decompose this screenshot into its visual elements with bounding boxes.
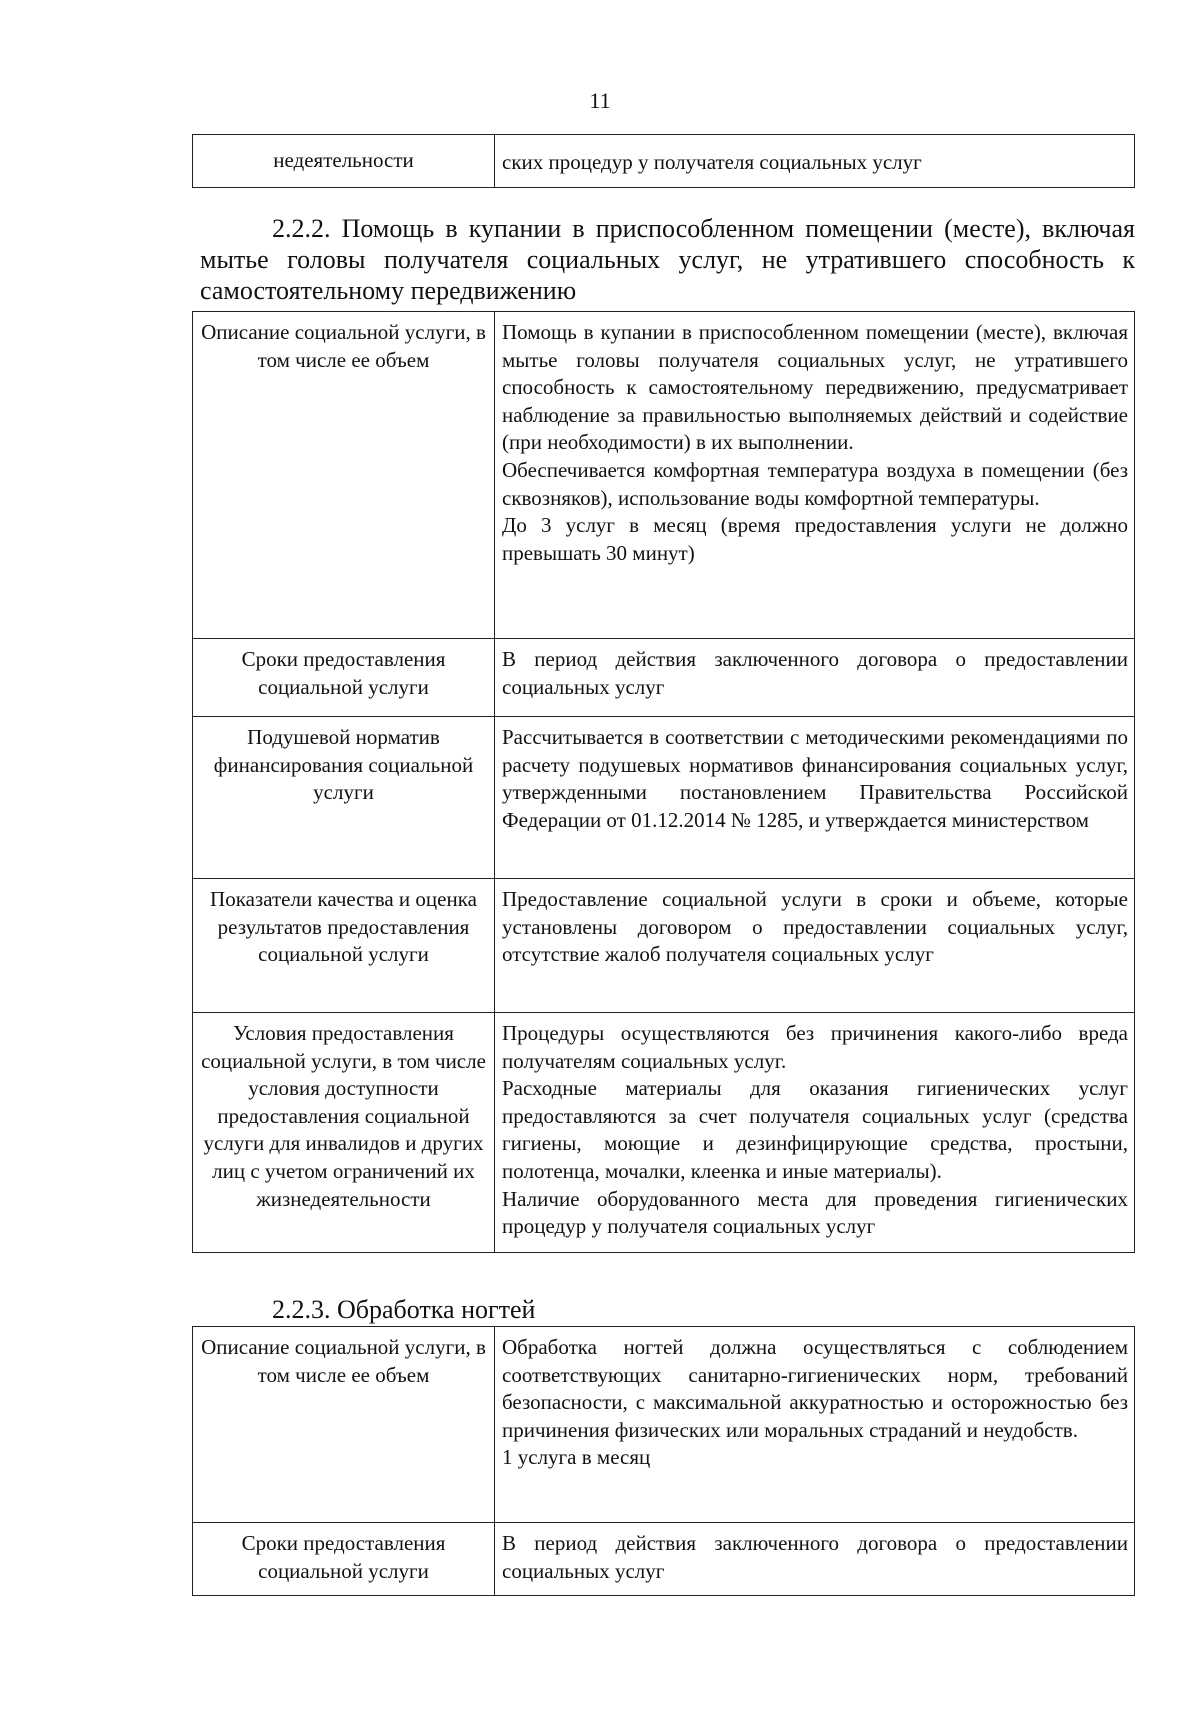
service-table-2-2-2	[192, 311, 1135, 1253]
continued-table	[192, 134, 1135, 188]
row-label: Сроки предоставления социальной услуги	[193, 639, 495, 717]
row-label: Описание социальной услуги, в том числе ее объем	[193, 312, 495, 639]
paragraph: Наличие оборудованного места для проведения гигиенических процедур у получателя социальных услуг	[502, 1186, 1128, 1239]
row-content	[495, 879, 1135, 1013]
page-number: 11	[589, 88, 611, 113]
row-label: Описание социальной услуги, в том числе ее объем	[193, 1327, 495, 1523]
service-table-2-2-3	[192, 1326, 1135, 1596]
paragraph: Помощь в купании в приспособленном помещении (месте), включая мытье головы получателя социальных услуг, не утратившего способность к самостоятельному передвижению, предусматривает наблюдение за правильностью выполняемых действий и содействие (при необходимости) в их выполнении.	[502, 320, 1128, 455]
row-content	[495, 639, 1135, 717]
table-row	[193, 312, 1135, 639]
paragraph: В период действия заключенного договора о предоставлении социальных услуг	[502, 1531, 1128, 1583]
row-content	[495, 717, 1135, 879]
row-label: Подушевой норматив финансирования социальной услуги	[193, 717, 495, 879]
row-content	[495, 312, 1135, 639]
section-heading-2-2-3: 2.2.3. Обработка ногтей	[272, 1295, 536, 1324]
paragraph: Процедуры осуществляются без причинения какого-либо вреда получателям социальных услуг.	[502, 1021, 1128, 1073]
table-row	[193, 1523, 1135, 1596]
row-content	[495, 1013, 1135, 1253]
paragraph: Предоставление социальной услуги в сроки и объеме, которые установлены договором о предоставлении социальных услуг, отсутствие жалоб получателя социальных услуг	[502, 887, 1128, 967]
row-content	[495, 1327, 1135, 1523]
paragraph: В период действия заключенного договора о предоставлении социальных услуг	[502, 647, 1128, 699]
table-row	[193, 135, 1135, 188]
paragraph: До 3 услуг в месяц (время предоставления услуги не должно превышать 30 минут)	[502, 513, 1128, 565]
table-row	[193, 1013, 1135, 1253]
paragraph: 1 услуга в месяц	[502, 1445, 651, 1470]
row-label: Сроки предоставления социальной услуги	[193, 1523, 495, 1596]
table-row	[193, 717, 1135, 879]
paragraph: Обработка ногтей должна осуществляться с соблюдением соответствующих санитарно-гигиенических норм, требований безопасности, с максимальной аккуратностью и осторожностью без причинения физических или моральных страданий и неудобств.	[502, 1335, 1128, 1442]
table-row	[193, 1327, 1135, 1523]
section-heading-2-2-2	[200, 213, 1135, 306]
row-label: Условия предоставления социальной услуги, в том числе условия доступности предоставления социальной услуги для инвалидов и других лиц с учетом ограничений их жизнедеятельности	[193, 1013, 495, 1253]
row-label: недеятельности	[193, 135, 495, 188]
table-row	[193, 639, 1135, 717]
row-content	[495, 1523, 1135, 1596]
paragraph: Обеспечивается комфортная температура воздуха в помещении (без сквозняков), использование воды комфортной температуры.	[502, 457, 1128, 510]
paragraph: Рассчитывается в соответствии с методическими рекомендациями по расчету подушевых нормативов финансирования социальных услуг, утвержденными постановлением Правительства Российской Федерации от 01.12.2014 № 1285, и утверждается министерством	[502, 725, 1128, 832]
section-heading-text: 2.2.2. Помощь в купании в приспособленном помещении (месте), включая мытье головы получателя социальных услуг, не утратившего способность к самостоятельному передвижению	[200, 214, 1135, 305]
table-row	[193, 879, 1135, 1013]
row-content: ских процедур у получателя социальных услуг	[495, 135, 1135, 188]
row-label: Показатели качества и оценка результатов предоставления социальной услуги	[193, 879, 495, 1013]
paragraph: Расходные материалы для оказания гигиенических услуг предоставляются за счет получателя социальных услуг (средства гигиены, моющие и дезинфицирующие средства, простыни, полотенца, мочалки, клеенка и иные материалы).	[502, 1076, 1128, 1183]
